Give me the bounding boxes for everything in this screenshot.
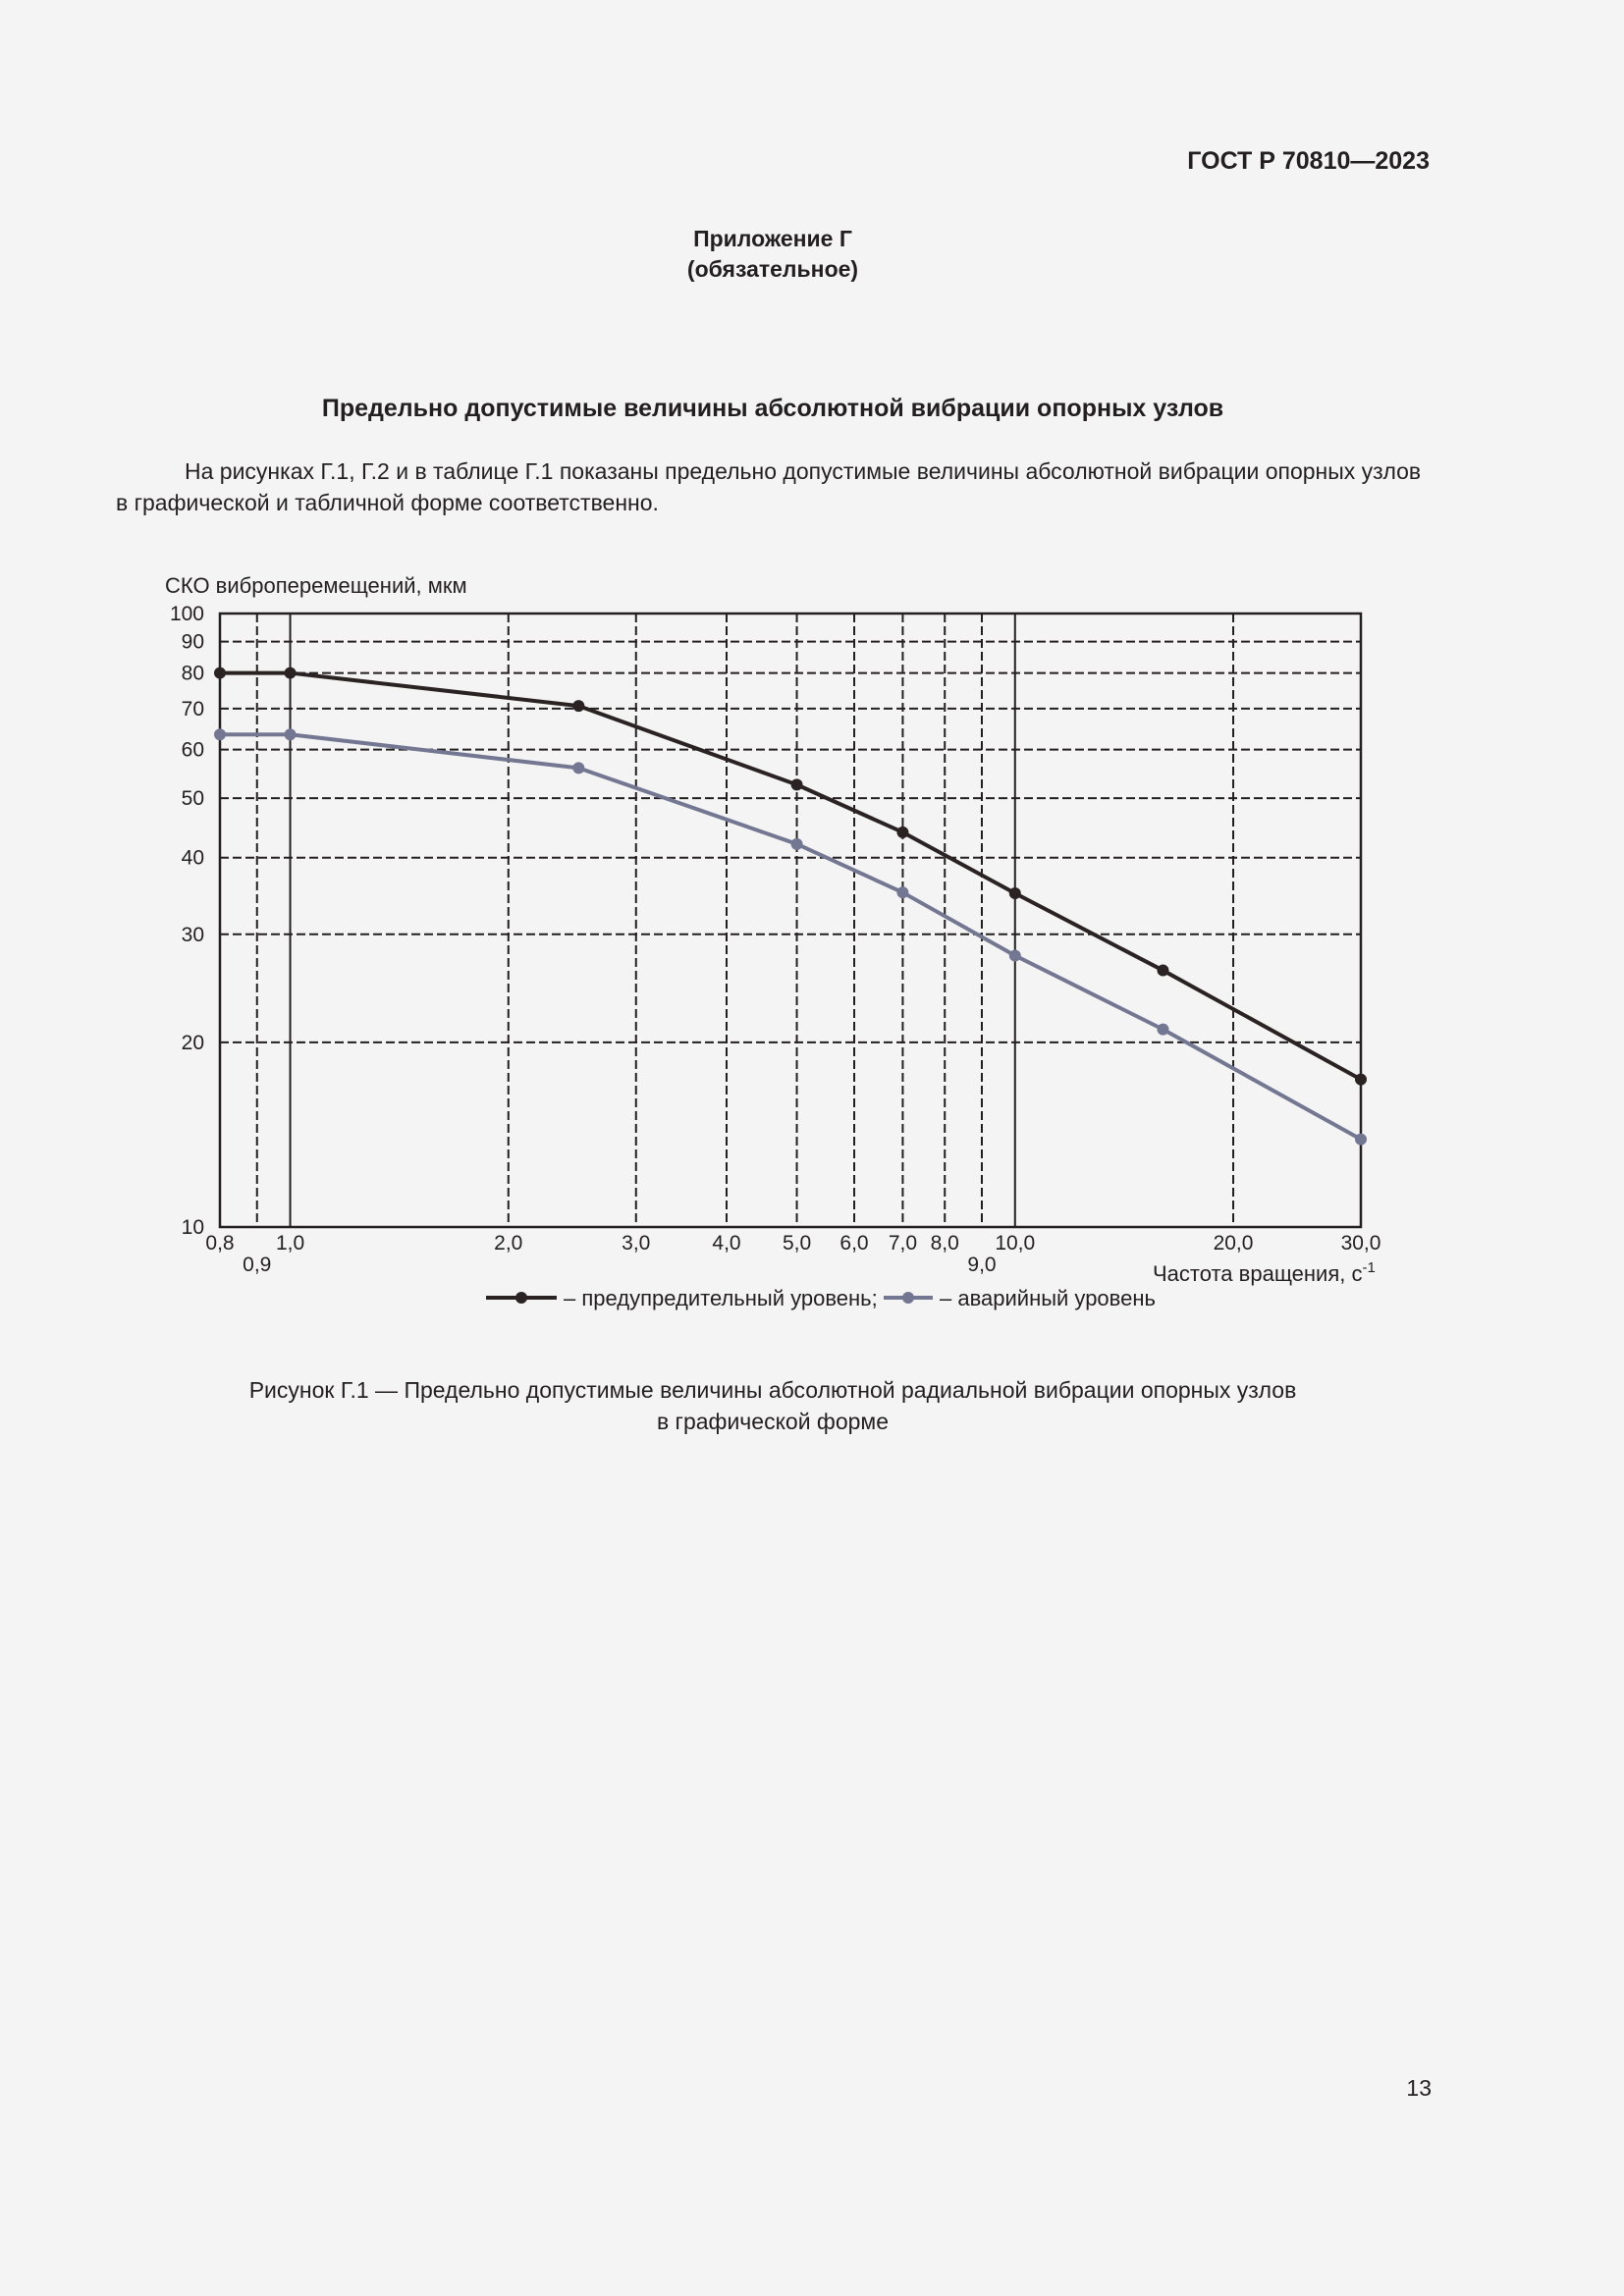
x-tick-label: 2,0: [494, 1232, 523, 1255]
x-tick-label: 0,9: [243, 1254, 272, 1276]
series-1-point: [1157, 965, 1168, 977]
series-line-1: [220, 673, 1361, 1080]
legend-label-2: – аварийный уровень: [940, 1286, 1156, 1310]
legend-marker-1: [515, 1292, 527, 1304]
x-tick-label: 8,0: [930, 1232, 959, 1255]
series-2-point: [1355, 1134, 1367, 1146]
y-tick-label: 20: [181, 1031, 204, 1054]
x-tick-label: 3,0: [622, 1232, 651, 1255]
series-2-point: [791, 838, 803, 850]
y-axis-label: СКО виброперемещений, мкм: [165, 573, 467, 598]
x-tick-label: 7,0: [888, 1232, 918, 1255]
y-tick-label: 30: [181, 923, 204, 946]
section-title: Предельно допустимые величины абсолютной вибрации опорных узлов: [321, 395, 1224, 422]
series-2-point: [285, 728, 297, 740]
x-axis-label: Частота вращения, $с^{-1}$: [1153, 1259, 1376, 1286]
page-number: 13: [1406, 2075, 1432, 2101]
y-tick-label: 60: [181, 738, 204, 762]
intro-paragraph: [116, 455, 1432, 518]
y-tick-label: 10: [181, 1216, 204, 1239]
legend-marker-2: [902, 1292, 914, 1304]
intro-text: На рисунках Г.1, Г.2 и в таблице Г.1 показаны предельно допустимые величины абсолютной вибрации опорных узлов в графической и табличной форме соответственно.: [116, 458, 1422, 515]
x-tick-label: 20,0: [1213, 1232, 1254, 1255]
y-tick-label: 90: [181, 630, 204, 654]
series-2-point: [214, 728, 226, 740]
series-1-point: [214, 667, 226, 679]
x-axis-label-unit-exponent: -1: [1362, 1259, 1376, 1276]
series-2-point: [1157, 1024, 1168, 1036]
series-1-point: [285, 667, 297, 679]
x-tick-label: 4,0: [712, 1232, 741, 1255]
x-tick-label: 0,8: [205, 1232, 235, 1255]
series-1-point: [572, 700, 584, 712]
series-2-point: [1009, 949, 1021, 961]
y-tick-label: 50: [181, 787, 204, 811]
caption-line-1: Рисунок Г.1 — Предельно допустимые величины абсолютной радиальной вибрации опорных узлов: [248, 1377, 1297, 1403]
document-code: ГОСТ Р 70810—2023: [1187, 147, 1430, 175]
y-tick-label: 40: [181, 846, 204, 870]
series-2-point: [572, 762, 584, 774]
series-1-point: [791, 778, 803, 790]
y-tick-label: 100: [169, 603, 204, 625]
x-tick-label: 1,0: [275, 1232, 305, 1255]
plot-frame: [220, 614, 1361, 1227]
x-tick-label: 5,0: [782, 1232, 812, 1255]
appendix-status: (обязательное): [686, 256, 859, 282]
series-1-point: [1355, 1074, 1367, 1086]
figure-caption: [0, 1374, 1545, 1437]
series-1-point: [1009, 887, 1021, 899]
caption-line-2: в графической форме: [656, 1409, 890, 1434]
series-1-point: [896, 827, 908, 838]
x-tick-label: 6,0: [839, 1232, 869, 1255]
legend-label-1: – предупредительный уровень;: [564, 1286, 878, 1310]
series-line-2: [220, 734, 1361, 1139]
series-2-point: [896, 886, 908, 898]
x-tick-label: 30,0: [1340, 1232, 1381, 1255]
y-tick-label: 70: [181, 697, 204, 721]
appendix-heading: [0, 224, 1545, 285]
y-tick-label: 80: [181, 662, 204, 685]
x-tick-label: 10,0: [995, 1232, 1036, 1255]
appendix-title: Приложение Г: [693, 226, 852, 251]
x-tick-label: 9,0: [967, 1254, 997, 1276]
